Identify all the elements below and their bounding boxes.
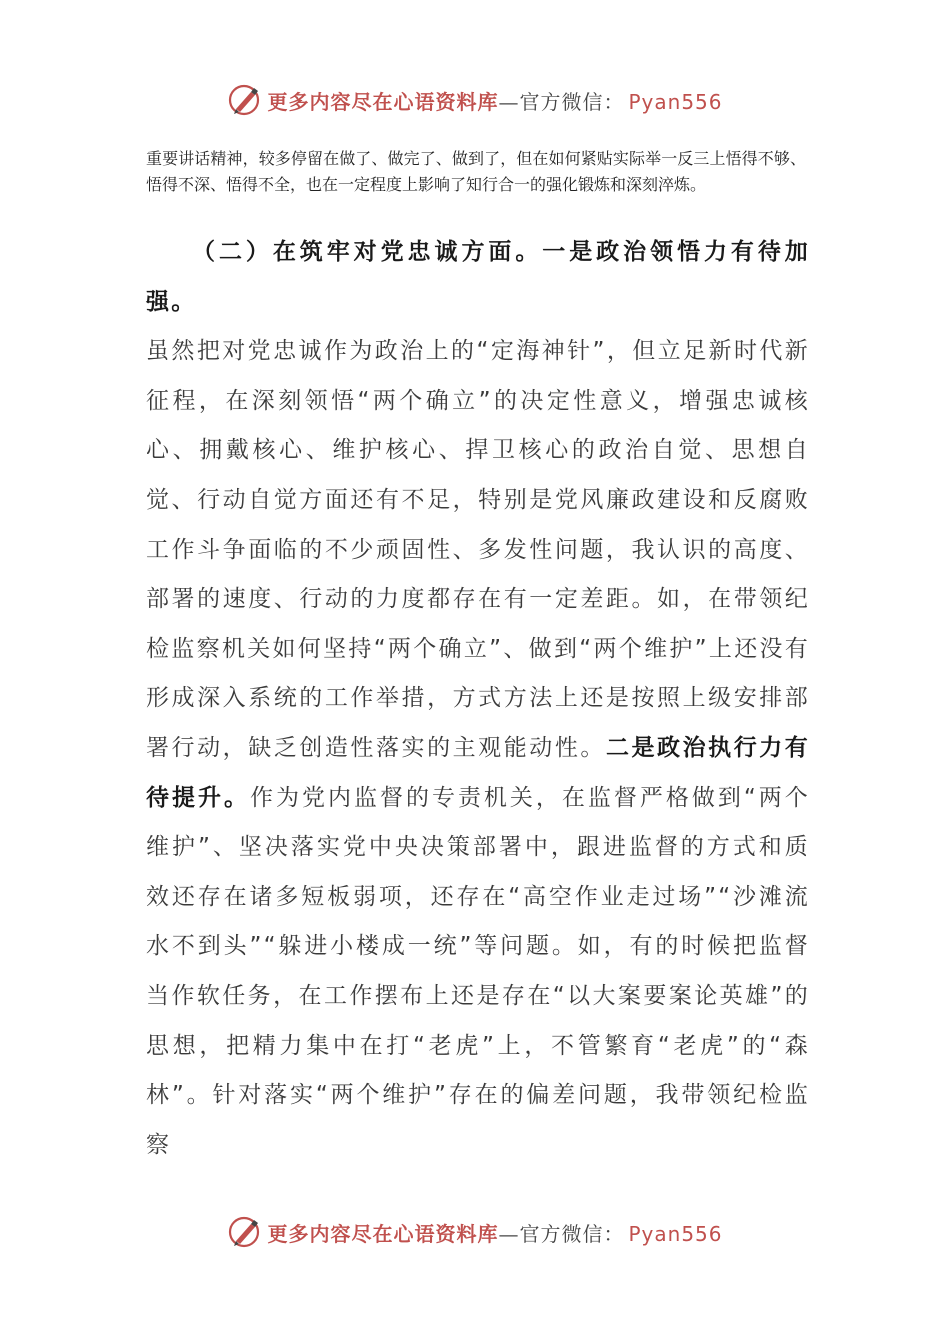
body-paragraph: [146, 327, 810, 1170]
watermark-text: [267, 1218, 722, 1247]
watermark-text: [267, 86, 722, 115]
pen-logo-icon: [227, 82, 263, 118]
point-2-label: 二是政治执行力有待提升。: [146, 734, 810, 811]
intro-paragraph: 重要讲话精神，较多停留在做了、做完了、做到了，但在如何紧贴实际举一反三上悟得不够、悟得不深、悟得不全，也在一定程度上影响了知行合一的强化锻炼和深刻淬炼。: [146, 149, 806, 194]
header-watermark: [0, 80, 950, 120]
footer-watermark: [0, 1212, 950, 1252]
watermark-id: Pyan556: [628, 1221, 723, 1246]
document-body: [146, 228, 810, 1170]
watermark-main: 更多内容尽在心语资料库: [267, 1221, 499, 1246]
watermark-dash: —: [498, 1221, 520, 1246]
section-heading: （二）在筑牢对党忠诚方面。一是政治领悟力有待加强。: [146, 239, 810, 315]
watermark-id: Pyan556: [628, 89, 723, 114]
watermark-label: 官方微信：: [519, 89, 625, 114]
section-heading-paragraph: [146, 228, 810, 327]
pen-logo-icon: [227, 1214, 263, 1250]
watermark-main: 更多内容尽在心语资料库: [267, 89, 499, 114]
watermark-dash: —: [498, 89, 520, 114]
paragraph-1: 虽然把对党忠诚作为政治上的“定海神针”，但立足新时代新征程，在深刻领悟“两个确立”的决定性意义，增强忠诚核心、拥戴核心、维护核心、捍卫核心的政治自觉、思想自觉、行动自觉方面还有不足，特别是党风廉政建设和反腐败工作斗争面临的不少顽固性、多发性问题，我认识的高度、部署的速度、行动的力度都存在有一定差距。如，在带领纪检监察机关如何坚持“两个确立”、做到“两个维护”上还没有形成深入系统的工作举措，方式方法上还是按照上级安排部署行动，缺乏创造性落实的主观能动性。: [146, 338, 810, 761]
watermark-label: 官方微信：: [519, 1221, 625, 1246]
paragraph-2: 作为党内监督的专责机关，在监督严格做到“两个维护”、坚决落实党中央决策部署中，跟进监督的方式和质效还存在诸多短板弱项，还存在“高空作业走过场”“沙滩流水不到头”“躲进小楼成一统”等问题。如，有的时候把监督当作软任务，在工作摆布上还是存在“以大案要案论英雄”的思想，把精力集中在打“老虎”上，不管繁育“老虎”的“森林”。针对落实“两个维护”存在的偏差问题，我带领纪检监察: [146, 784, 810, 1158]
